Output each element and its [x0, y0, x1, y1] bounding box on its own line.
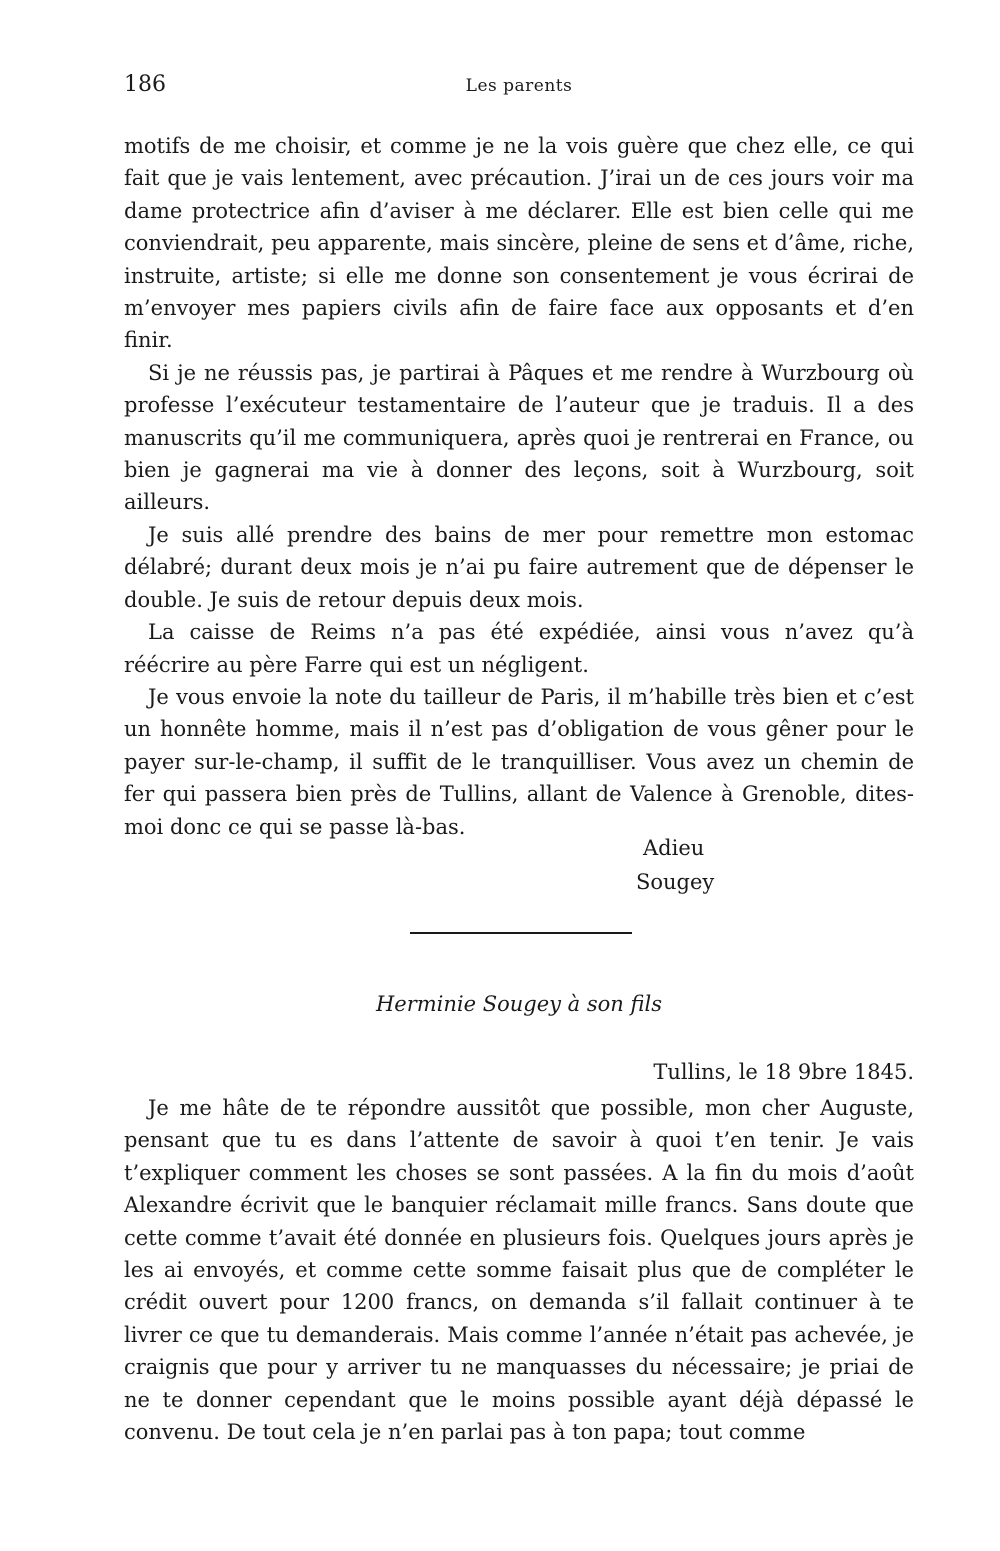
letter-title: Herminie Sougey à son fils [375, 992, 663, 1016]
signature-closing: Adieu [643, 836, 705, 860]
paragraph: Je me hâte de te répondre aussitôt que possible, mon cher Auguste, pensant que tu es dans l’attente de savoir à quoi t’en tenir. Je vais t’expliquer comment les choses se sont passées. A la fin du mois d’août Alexandre écrivit que le banquier réclamait mille francs. Sans doute que cette comme t’avait été donnée en plusieurs fois. Quelques jours après je les ai envoyés, et comme cette somme faisait plus que de compléter le crédit ouvert pour 1200 francs, on demanda s’il fallait continuer à te livrer ce que tu demanderais. Mais comme l’année n’était pas achevée, je craignis que pour y arriver tu ne manquasses du nécessaire; je priai de ne te donner cependant que le moins possible ayant déjà dépassé le convenu. De tout cela je n’en parlai pas à ton papa; tout comme [124, 1096, 914, 1445]
letter-continuation [124, 130, 914, 843]
page-number: 186 [124, 72, 166, 97]
section-divider [410, 932, 632, 934]
paragraph: Si je ne réussis pas, je partirai à Pâques et me rendre à Wurzbourg où professe l’exécuteur testamentaire de l’auteur que je traduis. Il a des manuscrits qu’il me communiquera, après quoi je rentrerai en France, ou bien je gagnerai ma vie à donner des leçons, soit à Wurzbourg, soit ailleurs. [124, 360, 914, 515]
paragraph: motifs de me choisir, et comme je ne la vois guère que chez elle, ce qui fait que je vais lentement, avec précaution. J’irai un de ces jours voir ma dame protectrice afin d’aviser à me déclarer. Elle est bien celle qui me conviendrait, peu apparente, mais sincère, pleine de sens et d’âme, riche, instruite, artiste; si elle me donne son consentement je vous écrirai de m’envoyer mes papiers civils afin de faire face aux opposants et d’en finir. [124, 134, 914, 353]
running-title: Les parents [465, 76, 573, 96]
signature-name: Sougey [636, 870, 715, 894]
letter-dateline: Tullins, le 18 9bre 1845. [653, 1060, 914, 1084]
letter-body [124, 1092, 914, 1448]
paragraph: La caisse de Reims n’a pas été expédiée, ainsi vous n’avez qu’à réécrire au père Farre qui est un négligent. [124, 620, 914, 677]
paragraph: Je vous envoie la note du tailleur de Paris, il m’habille très bien et c’est un honnête homme, mais il n’est pas d’obligation de vous gêner pour le payer sur-le-champ, il suffit de le tranquilliser. Vous avez un chemin de fer qui passera bien près de Tullins, allant de Valence à Grenoble, dites-moi donc ce qui se passe là-bas. [124, 684, 914, 839]
page-header [124, 72, 914, 102]
paragraph: Je suis allé prendre des bains de mer pour remettre mon estomac délabré; durant deux mois je n’ai pu faire autrement que de dépenser le double. Je suis de retour depuis deux mois. [124, 522, 914, 612]
